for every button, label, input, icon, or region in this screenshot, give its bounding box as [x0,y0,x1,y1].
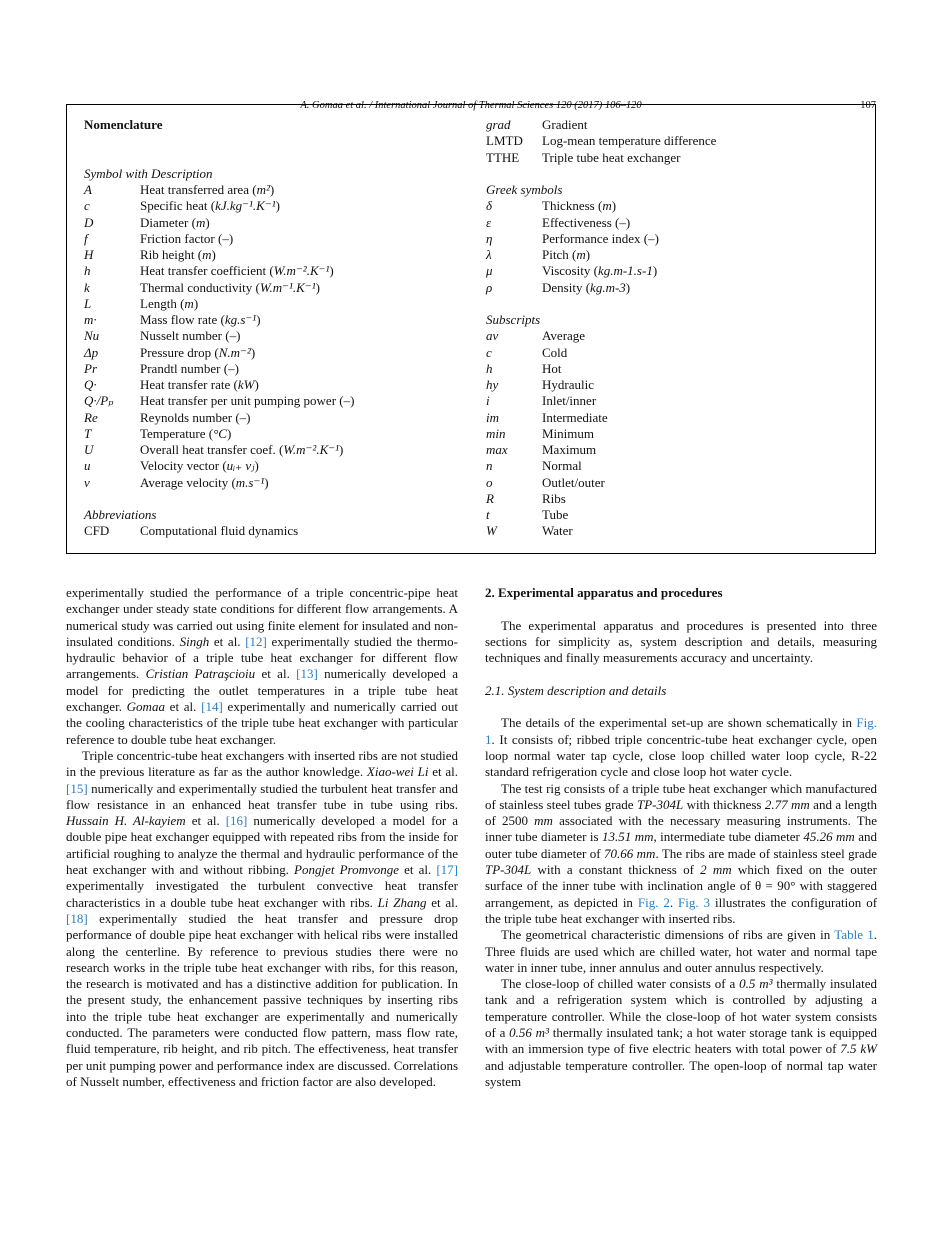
italic-text: 0.56 m³ [509,1025,549,1041]
entry-description: Triple tube heat exchanger [542,149,681,165]
italic-text: 70.66 mm [604,845,656,861]
description-text: Density [542,279,583,295]
nomenclature-entry [84,247,354,263]
entry-symbol: c [486,344,492,360]
entry-symbol: m· [84,312,97,327]
text-run: et al. [209,633,246,649]
description-text: Tube [542,507,569,522]
paragraph [485,976,877,1090]
entry-description: Reynolds number (–) [140,409,251,425]
paragraph [485,781,877,928]
text-run: experimentally studied the heat transfer and pressure drop performance of double pipe heat exchanger with helical ribs were installed along the centerline. By reference to previous studies there were no research works in the triple tube heat exchanger with ribs, for this reason, the research is motivated and has a distinctive addition for publication. In the present study, the enhancement passive techniques by inserting ribs into the triple tube heat exchanger are experimentally and numerically conducted. The parameters were conducted flow pattern, mass flow rate, fluid temperature, rib height, and rib pitch. The effectiveness, heat transfer per unit pumping power and performance index are discussed. Correlations of Nusselt number, effectiveness and friction factor are also developed. [66,910,458,1089]
entry-description: Specific heat (kJ.kg⁻¹.K⁻¹) [140,198,280,214]
italic-text: mm [534,813,553,829]
description-text: Pitch [542,247,569,262]
entry-unit: m [202,247,212,262]
entry-description [140,523,298,539]
italic-text: Pongjet Promvonge [294,862,400,878]
description-text: Friction factor [140,230,215,246]
entry-description [542,361,562,377]
entry-unit: W.m⁻².K⁻¹ [273,263,330,279]
entry-symbol: η [486,230,493,246]
nomenclature-entry [84,410,354,426]
text-run: associated with the necessary measuring instruments. The inner tube diameter is [485,813,877,845]
text-run: et al. [428,764,459,780]
nomenclature-entry [84,215,354,231]
italic-text: 13.51 mm [602,829,654,845]
italic-text: 7.5 kW [840,1041,877,1057]
entry-description [542,377,594,393]
entry-symbol: CFD [84,523,110,539]
greek-heading: Greek symbols [486,182,563,197]
text-run: which fixed on the outer surface of the inner tube with inclination angle of θ = 90° with staggered arrangement, as depicted in [485,862,878,910]
nomenclature-entry [84,198,354,214]
italic-text: 2.77 mm [764,796,810,812]
entry-unit: – [619,214,626,230]
entry-description [542,475,605,491]
entry-unit: – [222,230,229,246]
subscripts-heading: Subscripts [486,312,541,327]
description-text: Prandtl number [140,360,221,376]
description-text: Normal [542,458,582,474]
italic-text: Hussain H. Al-kayiem [66,813,186,829]
description-text: Heat transfer per unit pumping power [140,393,337,409]
nomenclature-right [486,117,716,540]
description-text: Nusselt number [140,328,222,344]
entry-description: Temperature (°C) [140,425,232,441]
entry-unit: – [343,393,351,409]
entry-symbol: u [84,458,91,474]
entry-description: Friction factor (–) [140,230,234,246]
entry-symbol: f [84,230,88,246]
entry-symbol: LMTD [486,133,523,149]
reference-link[interactable]: [15] [66,780,88,796]
text-run: , intermediate tube diameter [653,829,804,845]
description-text: Reynolds number [140,409,233,425]
nomenclature-entry [486,523,716,539]
entry-description: Overall heat transfer coef. (W.m⁻².K⁻¹) [140,442,344,457]
nomenclature-left [84,117,354,540]
nomenclature-entry [84,393,354,409]
text-run: numerically and experimentally studied the turbulent heat transfer and flow resistance in an enhanced heat transfer tube in tube using ribs. [66,780,458,812]
entry-description: Rib height (m) [140,247,216,262]
italic-text: Li Zhang [377,894,427,910]
section-heading: 2. Experimental apparatus and procedures [485,585,723,600]
entry-symbol: Pr [84,360,97,376]
description-text: Ribs [542,490,566,506]
entry-unit: m [576,247,586,262]
entry-symbol: k [84,279,90,295]
entry-symbol: TTHE [486,149,520,165]
entry-unit: – [229,328,237,344]
entry-unit: m [195,214,206,230]
italic-text: Xiao-wei Li [366,764,429,780]
entry-description [542,426,594,442]
description-text: Rib height [140,247,195,262]
italic-text: Singh [179,633,210,649]
description-text: Outlet/outer [542,474,605,490]
text-run: The details of the experimental set-up are shown schematically in [501,715,857,731]
entry-unit: N.m⁻² [218,344,251,360]
text-run: thermally insulated tank and a refrigeration system which is controlled by adjusting a temperature controller. While the close-loop of hot water system consists of a [485,976,877,1041]
nomenclature-entry [486,426,716,442]
text-run: et al. [164,699,202,715]
nomenclature-entry [486,458,716,474]
nomenclature-entry [84,345,354,361]
description-text: Heat transfer coefficient [140,263,267,279]
description-text: Temperature [140,425,206,441]
text-run: The test rig consists of a triple tube heat exchanger which manufactured of stainless steel tubes grade [485,780,877,812]
entry-unit: uᵢ₊ vⱼ [226,458,255,474]
entry-description [542,507,568,523]
italic-text: TP-304L [636,796,684,812]
entry-description [542,410,608,426]
entry-description [542,491,566,507]
entry-unit: W.m⁻¹.K⁻¹ [259,279,316,295]
entry-symbol: U [84,442,94,457]
nomenclature-entry [486,410,716,426]
entry-unit: m [602,198,612,214]
entry-description: Performance index (–) [542,230,659,246]
italic-text: Gomaa [126,699,165,715]
description-text: Thickness [542,198,595,214]
entry-description [542,442,596,458]
description-text: Intermediate [542,409,608,425]
nomenclature-entry [84,328,354,344]
entry-unit: – [648,230,655,246]
entry-symbol: ε [486,214,492,230]
entry-description: Length (m) [140,295,199,311]
description-text: Minimum [542,425,595,441]
entry-unit: m² [256,182,270,197]
text-run: et al. [426,894,458,910]
description-text: Pressure drop [140,344,212,360]
paragraph [485,618,877,667]
entry-symbol: min [486,425,506,441]
entry-symbol: av [486,328,499,344]
nomenclature-entry [486,247,716,263]
paragraph [66,748,458,1090]
entry-description [542,328,585,344]
entry-description: Nusselt number (–) [140,328,241,344]
nomenclature-entry [486,361,716,377]
nomenclature-entry [486,263,716,279]
nomenclature-entry [486,377,716,393]
entry-unit: m [184,295,194,311]
entry-unit: kg.s⁻¹ [224,312,257,327]
entry-symbol: n [486,458,493,474]
text-run: The geometrical characteristic dimensions of ribs are given in [501,927,835,943]
entry-unit: – [228,360,235,376]
entry-symbol: Re [84,409,98,425]
reference-link[interactable]: Table 1 [834,927,874,943]
nomenclature-entry [84,182,354,198]
entry-description: Heat transfer per unit pumping power (–) [140,393,355,409]
text-run: experimentally studied the thermo-hydraulic behavior of a triple tube heat exchanger for different flow arrangements. [66,633,458,682]
entry-unit: °C [213,425,227,441]
abbreviations-heading: Abbreviations [84,507,157,522]
italic-text: Cristian Patraşcioiu [145,666,256,682]
nomenclature-entry [486,442,716,458]
entry-unit: – [239,409,247,425]
text-run: numerically developed a model for predicting the outlet temperatures in a triple tube heat exchanger. [66,666,458,715]
text-run: . [669,894,679,910]
text-run: illustrates the configuration of the triple tube heat exchanger with inserted ribs. [485,894,878,926]
description-text: Computational fluid dynamics [140,523,299,539]
entry-symbol: max [486,442,508,457]
entry-description: Gradient [542,117,588,132]
entry-symbol: μ [486,263,493,279]
description-text: Average [542,328,586,344]
entry-symbol: Q· [84,377,97,392]
entry-symbol: Δp [84,344,99,360]
nomenclature-entry [486,231,716,247]
text-run: et al. [185,813,226,829]
description-text: Hot [542,360,562,376]
entry-description [542,523,573,539]
entry-symbol: h [84,263,91,279]
entry-unit: m.s⁻¹ [235,474,265,490]
nomenclature-entry [84,361,354,377]
entry-description: Effectiveness (–) [542,214,631,230]
entry-symbol: hy [486,377,499,392]
running-header: A. Gomaa et al. / International Journal of Thermal Sciences 120 (2017) 106–120 [300,100,642,111]
entry-symbol: v [84,474,90,490]
entry-unit: kg.m-3 [590,279,626,295]
nomenclature-entry [84,475,354,491]
reference-link[interactable]: [14] [201,699,223,715]
description-text: Length [140,295,177,311]
nomenclature-entry [84,280,354,296]
entry-symbol: T [84,425,92,441]
symbols-heading: Symbol with Description [84,165,213,181]
entry-description: Heat transfer coefficient (W.m⁻².K⁻¹) [140,263,334,279]
description-text: Performance index [542,230,641,246]
italic-text: 45.26 mm [803,829,855,845]
reference-link[interactable]: [17] [436,862,458,878]
right-text-column [485,585,877,1090]
nomenclature-entry [486,117,716,133]
nomenclature-entry [486,393,716,409]
description-text: Diameter [140,214,189,230]
entry-description [542,393,596,409]
reference-link[interactable]: [16] [225,813,248,829]
nomenclature-entry [486,345,716,361]
reference-link[interactable]: Fig. 3 [678,894,711,910]
text-run: with a constant thickness of [531,862,701,878]
entry-symbol: R [486,490,494,506]
text-run: and a length of 2500 [485,796,877,829]
nomenclature-entry [84,458,354,474]
entry-symbol: c [84,198,90,214]
entry-symbol: ρ [486,279,493,295]
text-run: thermally insulated tank; a hot water storage tank is equipped with an immersion type of five electric heaters with total power of [485,1025,877,1057]
nomenclature-entry [84,377,354,393]
entry-description: Diameter (m) [140,214,210,230]
reference-link[interactable]: [12] [245,633,267,649]
text-run: and adjustable temperature controller. The open-loop of normal tap water system [485,1057,877,1089]
italic-text: 0.5 m³ [739,976,773,992]
entry-symbol: L [84,295,92,311]
entry-symbol: im [486,409,499,425]
nomenclature-entry [486,507,716,523]
paragraph [485,715,877,780]
nomenclature-entry [486,133,716,149]
text-run: . It consists of; ribbed triple concentric-tube heat exchanger cycle, open loop normal water tap cycle, close loop chilled water loop cycle, R-22 standard refrigeration cycle and close loop hot water cycle. [485,731,877,780]
text-run: numerically developed a model for a double pipe heat exchanger equipped with repeated ribs from the inside for artificial roughing to analyze the thermal and hydraulic performance of the heat exchanger with and without ribbing. [66,813,458,878]
left-text-column [66,585,458,1090]
text-run: et al. [399,862,437,878]
text-run: with thickness [683,796,765,812]
entry-symbol: Q·/Pₚ [84,393,114,409]
entry-description: Pitch (m) [542,247,591,262]
entry-symbol: δ [486,198,493,214]
entry-symbol: W [486,523,497,539]
nomenclature-entry [486,198,716,214]
paragraph [66,585,458,748]
reference-link[interactable]: Fig. 2 [637,894,670,910]
description-text: Water [542,523,573,539]
italic-text: 2 mm [700,862,732,878]
text-run: . The ribs are made of stainless steel grade [655,845,877,861]
description-text: Mass flow rate [140,312,218,327]
nomenclature-entry [486,328,716,344]
subsection-heading: 2.1. System description and details [485,682,667,698]
entry-symbol: H [84,247,94,262]
entry-symbol: A [84,182,92,197]
entry-description: Density (kg.m-3) [542,279,631,295]
entry-symbol: o [486,474,493,490]
description-text: Viscosity [542,263,591,279]
nomenclature-entry [486,475,716,491]
entry-description: Heat transferred area (m²) [140,182,275,197]
entry-description: Thickness (m) [542,198,617,214]
entry-unit: kJ.kg⁻¹.K⁻¹ [215,198,276,214]
description-text: Inlet/inner [542,393,597,409]
entry-unit: kW [237,377,255,392]
text-run: experimentally and numerically carried out the cooling characteristics of the triple tube heat exchanger with particular reference to double tube heat exchanger. [66,699,458,747]
entry-symbol: D [84,214,94,230]
reference-link[interactable]: [18] [66,910,88,926]
entry-description: Viscosity (kg.m-1.s-1) [542,263,658,279]
description-text: Heat transfer rate [140,377,231,392]
text-run: experimentally studied the performance of a triple concentric-pipe heat exchanger under steady state conditions for different flow arrangements. A numerical study was carried out using finite element for insulated and non-insulated conditions. [66,585,458,649]
text-run: et al. [255,666,297,682]
text-run: experimentally investigated the turbulent convective heat transfer characteristics in a double tube heat exchanger with ribs. [66,878,458,910]
nomenclature-entry [84,263,354,279]
entry-description: Pressure drop (N.m⁻²) [140,344,256,360]
text-run: . Three fluids are used which are chilled water, hot water and normal tape water in inner tube, inner annulus and outer annulus respectively. [485,927,877,975]
entry-symbol: grad [486,117,511,132]
nomenclature-entry [84,231,354,247]
nomenclature-entry [486,491,716,507]
italic-text: TP-304L [485,862,532,878]
description-text: Average velocity [140,474,229,490]
entry-unit: W.m⁻².K⁻¹ [283,442,340,457]
description-text: Cold [542,344,568,360]
text-run: The close-loop of chilled water consists of a [501,976,740,992]
page-number: 107 [860,100,876,111]
description-text: Thermal conductivity [140,279,253,295]
entry-description: Prandtl number (–) [140,360,239,376]
nomenclature-entry [84,312,354,328]
description-text: Specific heat [140,198,208,214]
description-text: Heat transferred area [140,182,249,197]
entry-description: Velocity vector (uᵢ₊ vⱼ) [140,458,259,474]
entry-description [542,345,567,361]
entry-symbol: h [486,360,493,376]
nomenclature-box [66,104,876,554]
entry-symbol: λ [486,247,492,262]
reference-link[interactable]: [13] [296,666,318,682]
entry-description [542,458,582,474]
reference-link[interactable]: Fig. 1 [485,715,877,747]
nomenclature-entry [84,523,354,539]
text-run: The experimental apparatus and procedures is presented into three sections for simplicity as, system description and details, measuring techniques and finally measurements accuracy and uncertainty. [485,617,877,666]
description-text: Overall heat transfer coef. [140,442,276,457]
description-text: Effectiveness [542,214,612,230]
nomenclature-entry [486,280,716,296]
text-run: and outer tube diameter of [485,829,877,861]
nomenclature-entry [486,215,716,231]
paragraph [485,927,877,976]
entry-description: Average velocity (m.s⁻¹) [140,474,269,490]
entry-description: Mass flow rate (kg.s⁻¹) [140,312,261,327]
nomenclature-entry [84,426,354,442]
description-text: Hydraulic [542,377,594,392]
description-text: Velocity vector [140,458,220,474]
nomenclature-entry [486,150,716,166]
entry-symbol: t [486,507,490,522]
entry-description: Log-mean temperature difference [542,133,717,149]
entry-symbol: i [486,393,490,409]
nomenclature-entry [84,442,354,458]
entry-unit: kg.m-1.s-1 [597,263,653,279]
nomenclature-entry [84,296,354,312]
entry-description: Thermal conductivity (W.m⁻¹.K⁻¹) [140,279,320,295]
entry-description: Heat transfer rate (kW) [140,377,259,392]
entry-symbol: Nu [84,328,100,344]
text-run: Triple concentric-tube heat exchangers with inserted ribs are not studied in the previous literature as far as the author knowledge. [66,747,458,780]
description-text: Maximum [542,442,597,457]
nomenclature-title: Nomenclature [84,117,163,132]
